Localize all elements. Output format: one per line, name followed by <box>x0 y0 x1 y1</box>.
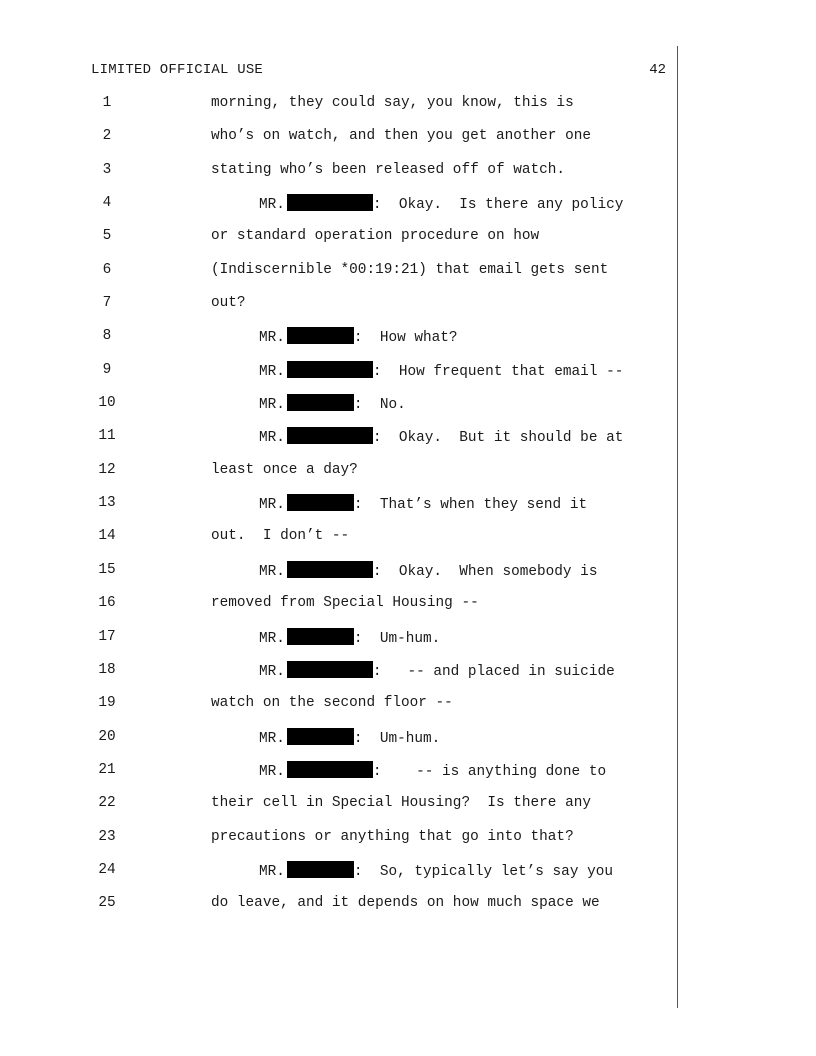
redacted-name-block <box>287 194 373 211</box>
redacted-name-block <box>287 761 373 778</box>
line-number: 21 <box>98 761 116 778</box>
line-number: 20 <box>98 728 116 745</box>
redacted-name-block <box>287 327 354 344</box>
transcript-line <box>0 561 816 594</box>
transcript-line <box>0 294 816 327</box>
line-text: watch on the second floor -- <box>211 695 453 712</box>
transcript-line <box>0 427 816 460</box>
transcript-line <box>0 261 816 294</box>
transcript-line <box>0 694 816 727</box>
line-text: out. I don’t -- <box>211 528 350 545</box>
speaker-prefix: MR. <box>259 730 285 747</box>
line-text: do leave, and it depends on how much space we <box>211 895 600 912</box>
transcript-line <box>0 527 816 560</box>
line-number: 23 <box>98 828 116 845</box>
line-number: 16 <box>98 595 116 612</box>
speaker-prefix: MR. <box>259 197 285 214</box>
speaker-line-text <box>259 427 623 447</box>
line-number: 17 <box>98 628 116 645</box>
line-number: 14 <box>98 528 116 545</box>
speaker-line-text <box>259 394 406 414</box>
speaker-utterance: : How what? <box>353 330 458 347</box>
page-number: 42 <box>649 62 666 78</box>
transcript-line <box>0 828 816 861</box>
redacted-name-block <box>287 394 354 411</box>
line-number: 13 <box>98 495 116 512</box>
transcript-line <box>0 894 816 927</box>
transcript-line <box>0 127 816 160</box>
line-number: 7 <box>102 295 112 312</box>
speaker-utterance: : -- and placed in suicide <box>372 663 615 680</box>
transcript-line <box>0 594 816 627</box>
speaker-prefix: MR. <box>259 397 285 414</box>
redacted-name-block <box>287 561 373 578</box>
line-text: who’s on watch, and then you get another one <box>211 128 591 145</box>
speaker-line-text <box>259 361 623 381</box>
speaker-prefix: MR. <box>259 497 285 514</box>
redacted-name-block <box>287 427 373 444</box>
speaker-prefix: MR. <box>259 663 285 680</box>
transcript-line <box>0 494 816 527</box>
speaker-prefix: MR. <box>259 430 285 447</box>
speaker-prefix: MR. <box>259 330 285 347</box>
redacted-name-block <box>287 628 354 645</box>
line-number: 9 <box>102 361 112 378</box>
speaker-line-text <box>259 761 606 781</box>
line-number: 24 <box>98 861 116 878</box>
line-number: 6 <box>102 261 112 278</box>
transcript-lines <box>0 94 816 928</box>
speaker-utterance: : Okay. But it should be at <box>372 430 624 447</box>
speaker-utterance: : Um-hum. <box>353 730 441 747</box>
line-text: (Indiscernible *00:19:21) that email gets sent <box>211 261 609 278</box>
line-number: 19 <box>98 695 116 712</box>
transcript-line <box>0 94 816 127</box>
transcript-line <box>0 461 816 494</box>
speaker-utterance: : No. <box>353 397 406 414</box>
line-number: 3 <box>102 161 112 178</box>
line-text: stating who’s been released off of watch. <box>211 161 566 178</box>
transcript-line <box>0 327 816 360</box>
line-number: 2 <box>102 128 112 145</box>
line-number: 10 <box>98 395 116 412</box>
transcript-line <box>0 227 816 260</box>
transcript-line <box>0 861 816 894</box>
speaker-utterance: : Okay. When somebody is <box>372 563 598 580</box>
redacted-name-block <box>287 661 373 678</box>
line-text: morning, they could say, you know, this is <box>211 95 574 111</box>
line-number: 11 <box>98 428 116 445</box>
transcript-line <box>0 394 816 427</box>
line-text: least once a day? <box>211 461 358 478</box>
speaker-prefix: MR. <box>259 630 285 647</box>
transcript-line <box>0 628 816 661</box>
speaker-line-text <box>259 561 597 581</box>
line-number: 12 <box>98 461 116 478</box>
speaker-prefix: MR. <box>259 763 285 780</box>
line-number: 1 <box>102 95 112 111</box>
transcript-line <box>0 361 816 394</box>
line-number: 5 <box>102 228 112 245</box>
speaker-utterance: : Um-hum. <box>353 630 441 647</box>
speaker-utterance: : -- is anything done to <box>372 763 607 780</box>
line-text: removed from Special Housing -- <box>211 595 479 612</box>
line-number: 8 <box>102 328 112 345</box>
transcript-line <box>0 794 816 827</box>
speaker-utterance: : So, typically let’s say you <box>353 863 613 880</box>
redacted-name-block <box>287 494 354 511</box>
speaker-utterance: : How frequent that email -- <box>372 363 624 380</box>
transcript-line <box>0 661 816 694</box>
speaker-line-text <box>259 661 615 681</box>
transcript-line <box>0 728 816 761</box>
line-number: 18 <box>98 661 116 678</box>
speaker-prefix: MR. <box>259 863 285 880</box>
line-text: or standard operation procedure on how <box>211 228 540 245</box>
speaker-prefix: MR. <box>259 363 285 380</box>
speaker-utterance: : That’s when they send it <box>353 497 588 514</box>
speaker-line-text <box>259 861 613 881</box>
line-text: their cell in Special Housing? Is there any <box>211 795 591 812</box>
redacted-name-block <box>287 728 354 745</box>
line-number: 25 <box>98 895 116 912</box>
classification-header: LIMITED OFFICIAL USE <box>91 62 264 78</box>
transcript-line <box>0 161 816 194</box>
speaker-utterance: : Okay. Is there any policy <box>372 197 624 214</box>
line-number: 4 <box>102 195 112 212</box>
transcript-line <box>0 194 816 227</box>
speaker-prefix: MR. <box>259 563 285 580</box>
redacted-name-block <box>287 361 373 378</box>
redacted-name-block <box>287 861 354 878</box>
line-text: precautions or anything that go into that? <box>211 828 574 845</box>
speaker-line-text <box>259 494 587 514</box>
speaker-line-text <box>259 628 440 648</box>
transcript-line <box>0 761 816 794</box>
line-text: out? <box>211 295 246 312</box>
speaker-line-text <box>259 327 458 347</box>
speaker-line-text <box>259 194 623 214</box>
line-number: 15 <box>98 561 116 578</box>
line-number: 22 <box>98 795 116 812</box>
speaker-line-text <box>259 728 440 748</box>
